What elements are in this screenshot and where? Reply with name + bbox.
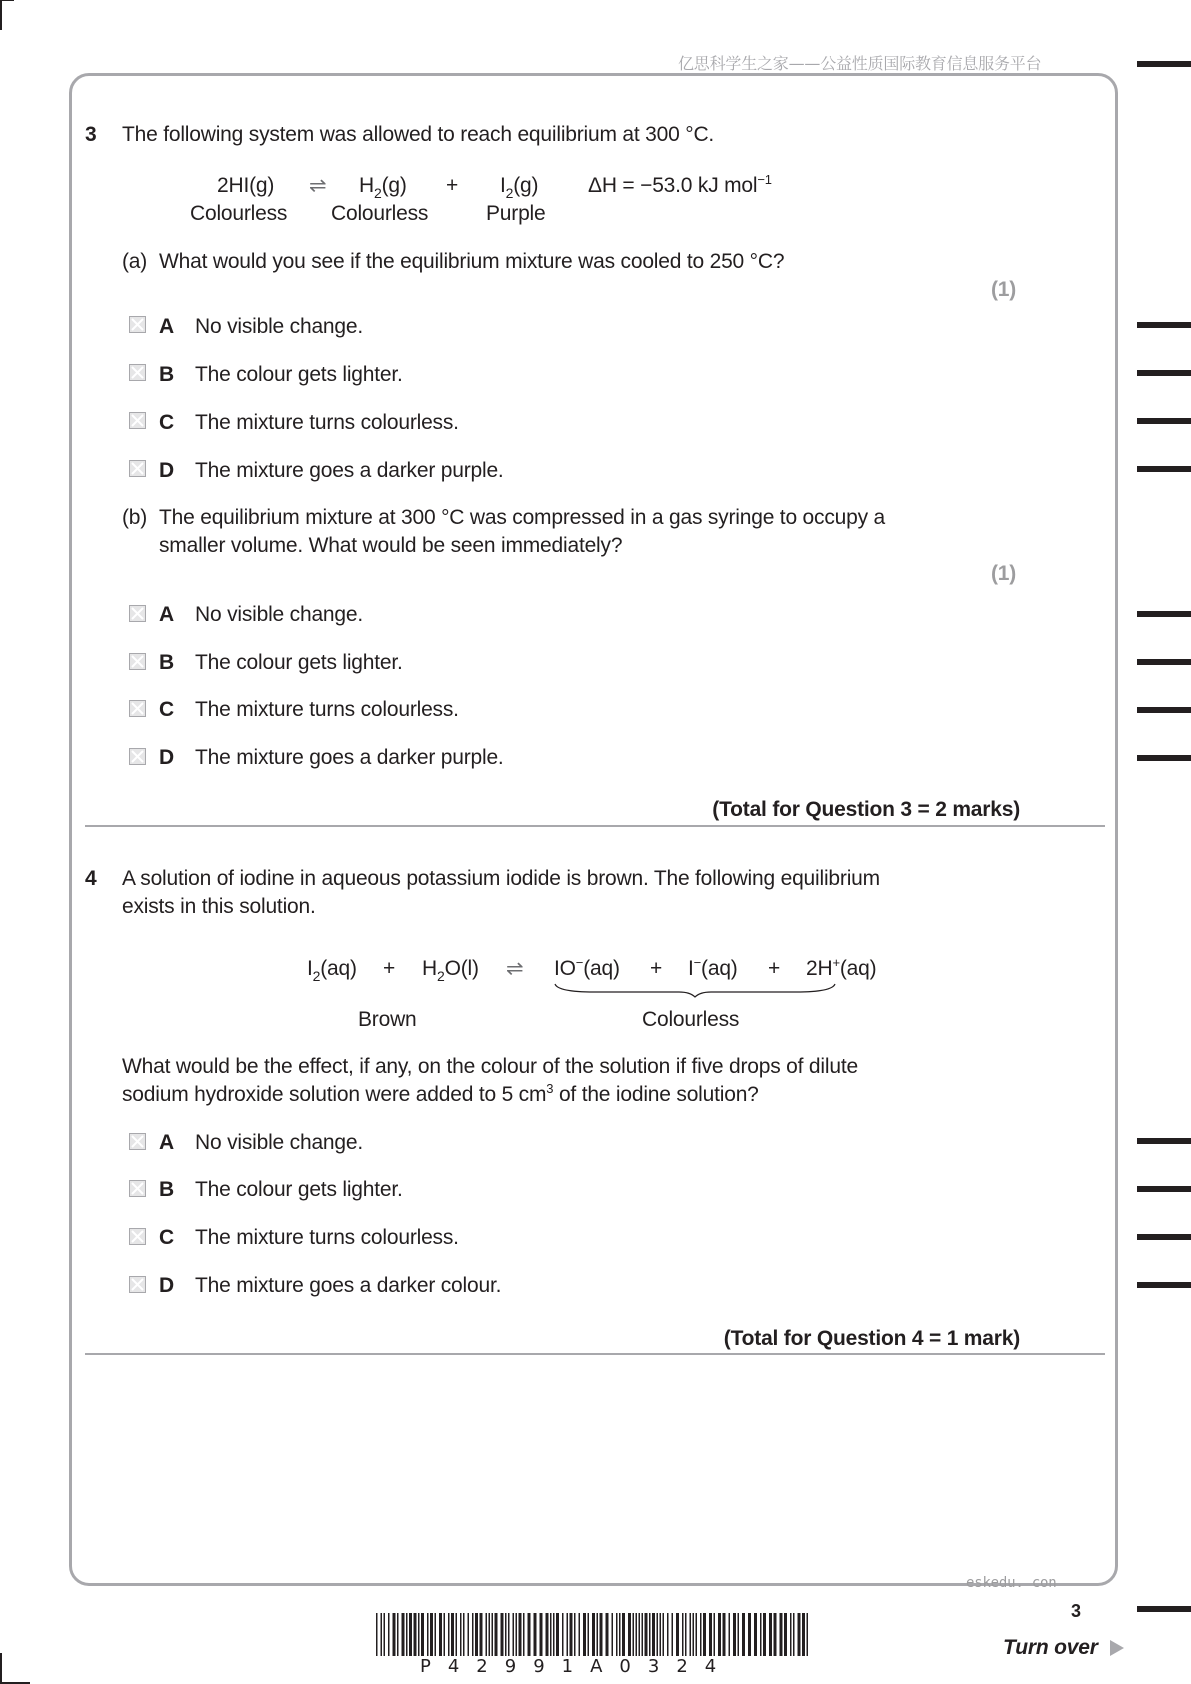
barcode-bar <box>600 1613 603 1656</box>
barcode-bar <box>583 1613 586 1656</box>
checkbox-icon[interactable] <box>129 364 146 381</box>
barcode-bar <box>802 1613 805 1656</box>
margin-mark <box>1137 322 1191 328</box>
option-text: The colour gets lighter. <box>195 651 403 674</box>
barcode-bar <box>562 1613 564 1656</box>
barcode-bar <box>667 1613 669 1656</box>
part-question: What would you see if the equilibrium mixture was cooled to 250 °C? <box>159 250 785 273</box>
option-letter: C <box>159 411 174 434</box>
barcode-bar <box>672 1613 674 1656</box>
question-line1: What would be the effect, if any, on the colour of the solution if five drops of dilute <box>122 1055 858 1078</box>
margin-mark <box>1137 418 1191 424</box>
barcode-bar <box>807 1613 809 1656</box>
barcode-bar <box>774 1613 777 1656</box>
barcode-bar <box>475 1613 478 1656</box>
barcode-bar <box>456 1613 458 1656</box>
margin-mark <box>1137 707 1191 713</box>
barcode-bar <box>444 1613 446 1656</box>
barcode-bar <box>480 1613 483 1656</box>
barcode-bar <box>663 1613 665 1656</box>
barcode-bar <box>406 1613 408 1656</box>
question-stem-line1: A solution of iodine in aqueous potassium iodide is brown. The following equilibrium <box>122 867 880 890</box>
barcode-bar <box>729 1613 731 1656</box>
label-h2-colour: Colourless <box>331 202 429 225</box>
option-letter: D <box>159 746 174 769</box>
question-line2: sodium hydroxide solution were added to 5 $cm^3$ of the iodine solution? <box>122 1081 759 1106</box>
option-text: The mixture goes a darker purple. <box>195 459 504 482</box>
barcode-bar <box>421 1613 424 1656</box>
barcode-bar <box>696 1613 698 1656</box>
barcode-bar <box>402 1613 405 1656</box>
margin-mark <box>1137 370 1191 376</box>
equation-plus: + <box>768 957 781 980</box>
barcode-bar <box>570 1613 573 1656</box>
barcode-bar <box>676 1613 679 1656</box>
barcode-bar <box>798 1613 801 1656</box>
barcode-bar <box>763 1613 766 1656</box>
crop-mark-bottom-left <box>0 1653 2 1684</box>
barcode-bar <box>633 1613 635 1656</box>
option-text: The mixture turns colourless. <box>195 411 459 434</box>
barcode-bar <box>546 1613 549 1656</box>
margin-mark <box>1137 659 1191 665</box>
checkbox-icon[interactable] <box>129 460 146 477</box>
barcode-bar <box>556 1613 559 1656</box>
checkbox-icon[interactable] <box>129 700 146 717</box>
margin-mark <box>1137 1282 1191 1288</box>
checkbox-icon[interactable] <box>129 748 146 765</box>
barcode-bar <box>468 1613 470 1656</box>
margin-mark <box>1137 611 1191 617</box>
barcode-bar <box>427 1613 429 1656</box>
equation-reactant: 2HI(g) <box>217 174 275 197</box>
barcode-bar <box>588 1613 590 1656</box>
part-question-line1: The equilibrium mixture at 300 °C was compressed in a gas syringe to occupy a <box>159 506 886 529</box>
margin-mark <box>1137 1234 1191 1240</box>
equation-product-h2: $H_2(g)$ <box>359 174 407 201</box>
question-total: (Total for Question 3 = 2 marks) <box>712 798 1020 821</box>
part-label: (a) <box>122 250 148 273</box>
part-question-line2: smaller volume. What would be seen immediately? <box>159 534 623 557</box>
equation-enthalpy: ΔH = −53.0 kJ mol$^{-1}$ <box>588 172 772 197</box>
barcode-bar <box>451 1613 454 1656</box>
checkbox-icon[interactable] <box>129 412 146 429</box>
barcode-bar <box>384 1613 386 1656</box>
question-number: 4 <box>85 867 97 890</box>
barcode-bar <box>742 1613 745 1656</box>
barcode-bar <box>448 1613 450 1656</box>
barcode-bar <box>409 1613 412 1656</box>
margin-mark <box>1137 61 1191 67</box>
barcode-bar <box>693 1613 695 1656</box>
equation-plus: + <box>446 174 459 197</box>
option-letter: D <box>159 459 174 482</box>
section-divider <box>85 1353 1105 1355</box>
barcode-bar <box>748 1613 751 1656</box>
equation-product-iodide: I−(aq) <box>688 955 738 980</box>
option-text: The mixture goes a darker colour. <box>195 1274 502 1297</box>
barcode-bar <box>703 1613 706 1656</box>
option-letter: B <box>159 363 174 386</box>
barcode-bar <box>652 1613 655 1656</box>
barcode-bar <box>622 1613 625 1656</box>
barcode-bar <box>513 1613 515 1656</box>
option-letter: B <box>159 1178 174 1201</box>
option-text: The colour gets lighter. <box>195 1178 403 1201</box>
barcode-bar <box>597 1613 599 1656</box>
barcode-bar <box>388 1613 390 1656</box>
barcode-bar <box>628 1613 631 1656</box>
barcode-bar <box>700 1613 702 1656</box>
header-watermark: 亿思科学生之家——公益性质国际教育信息服务平台 <box>678 54 1042 73</box>
part-label: (b) <box>122 506 148 529</box>
barcode-bar <box>489 1613 491 1656</box>
barcode-bar <box>486 1613 488 1656</box>
barcode-bar <box>682 1613 684 1656</box>
question-stem-line2: exists in this solution. <box>122 895 316 918</box>
barcode-bar <box>574 1613 576 1656</box>
barcode-bar <box>430 1613 433 1656</box>
barcode-bar <box>508 1613 510 1656</box>
option-text: No visible change. <box>195 315 363 338</box>
question-stem: The following system was allowed to reach equilibrium at 300 °C. <box>122 123 715 146</box>
option-letter: A <box>159 1131 174 1154</box>
barcode-bar <box>435 1613 437 1656</box>
barcode-bar <box>619 1613 621 1656</box>
margin-mark <box>1137 1186 1191 1192</box>
option-text: The colour gets lighter. <box>195 363 403 386</box>
marks-label: (1) <box>991 562 1017 585</box>
barcode-bar <box>660 1613 662 1656</box>
barcode-bar <box>505 1613 507 1656</box>
margin-mark <box>1137 1606 1191 1612</box>
barcode-bar <box>769 1613 772 1656</box>
option-text: The mixture turns colourless. <box>195 698 459 721</box>
barcode-bar <box>738 1613 740 1656</box>
equilibrium-arrow-icon: ⇌ <box>309 174 327 197</box>
barcode-bar <box>460 1613 462 1656</box>
checkbox-icon[interactable] <box>129 1180 146 1197</box>
footer-site: eskedu. con <box>966 1575 1057 1591</box>
barcode-bar <box>760 1613 762 1656</box>
turn-over-arrow-icon <box>1110 1640 1124 1656</box>
barcode-bar <box>567 1613 569 1656</box>
barcode-bar <box>376 1613 378 1656</box>
checkbox-icon[interactable] <box>129 1276 146 1293</box>
barcode-bar <box>540 1613 543 1656</box>
barcode-bar <box>733 1613 736 1656</box>
barcode-bar <box>418 1613 420 1656</box>
barcode-bar <box>718 1613 721 1656</box>
barcode-bar <box>592 1613 595 1656</box>
question-number: 3 <box>85 123 97 146</box>
barcode-bar <box>642 1613 644 1656</box>
label-products-colour: Colourless <box>642 1008 740 1031</box>
equation-product-i2: $I_2(g)$ <box>500 174 539 201</box>
equation-product-hydrogen: 2H+(aq) <box>806 955 877 980</box>
option-letter: C <box>159 698 174 721</box>
barcode-bar <box>381 1613 383 1656</box>
barcode-bar <box>472 1613 474 1656</box>
barcode-bar <box>501 1613 504 1656</box>
barcode-bar <box>516 1613 518 1656</box>
barcode-bar <box>534 1613 537 1656</box>
barcode-bar <box>657 1613 659 1656</box>
checkbox-icon[interactable] <box>129 1228 146 1245</box>
crop-mark-top-left <box>0 0 2 30</box>
barcode-bar <box>645 1613 648 1656</box>
section-divider <box>85 825 1105 827</box>
barcode-bar <box>723 1613 726 1656</box>
question-total: (Total for Question 4 = 1 mark) <box>723 1327 1020 1350</box>
brace-icon <box>554 982 836 998</box>
barcode-bar <box>492 1613 494 1656</box>
barcode-bar <box>754 1613 757 1656</box>
option-letter: A <box>159 603 174 626</box>
equation-reactant-water: $H_2O(l)$ <box>422 957 479 984</box>
barcode-bar <box>393 1613 396 1656</box>
barcode-bar <box>495 1613 498 1656</box>
barcode-bar <box>553 1613 555 1656</box>
page-number: 3 <box>1071 1601 1081 1621</box>
barcode-bar <box>439 1613 442 1656</box>
turn-over-label: Turn over <box>1003 1636 1098 1659</box>
barcode-bar <box>612 1613 614 1656</box>
barcode-bar <box>780 1613 783 1656</box>
barcode-bar <box>784 1613 787 1656</box>
barcode-bar <box>414 1613 417 1656</box>
label-reactant-colour: Colourless <box>190 202 288 225</box>
checkbox-icon[interactable] <box>129 1133 146 1150</box>
barcode-bar <box>579 1613 581 1656</box>
barcode-bar <box>519 1613 522 1656</box>
barcode-bar <box>685 1613 687 1656</box>
margin-mark <box>1137 755 1191 761</box>
equation-reactant-i2: $I_2(aq)$ <box>307 957 357 984</box>
page-frame <box>69 73 1118 1586</box>
barcode-bar <box>690 1613 692 1656</box>
option-text: The mixture goes a darker purple. <box>195 746 504 769</box>
equation-plus: + <box>383 957 396 980</box>
option-letter: A <box>159 315 174 338</box>
marks-label: (1) <box>991 278 1017 301</box>
checkbox-icon[interactable] <box>129 316 146 333</box>
barcode <box>376 1613 810 1656</box>
option-letter: D <box>159 1274 174 1297</box>
crop-mark-top-left-h <box>0 0 14 1</box>
checkbox-icon[interactable] <box>129 653 146 670</box>
barcode-bar <box>606 1613 609 1656</box>
barcode-bar <box>793 1613 795 1656</box>
barcode-bar <box>463 1613 465 1656</box>
barcode-bar <box>714 1613 716 1656</box>
margin-mark <box>1137 466 1191 472</box>
barcode-bar <box>636 1613 638 1656</box>
equation-plus: + <box>650 957 663 980</box>
barcode-bar <box>528 1613 531 1656</box>
equilibrium-arrow-icon: ⇌ <box>506 957 524 980</box>
option-text: No visible change. <box>195 603 363 626</box>
option-text: The mixture turns colourless. <box>195 1226 459 1249</box>
barcode-bar <box>649 1613 651 1656</box>
barcode-bar <box>523 1613 525 1656</box>
barcode-bar <box>790 1613 792 1656</box>
barcode-bar <box>550 1613 552 1656</box>
barcode-bar <box>639 1613 641 1656</box>
barcode-bar <box>397 1613 399 1656</box>
barcode-bar <box>616 1613 618 1656</box>
equation-product-io: IO−(aq) <box>554 955 620 980</box>
option-text: No visible change. <box>195 1131 363 1154</box>
option-letter: B <box>159 651 174 674</box>
option-letter: C <box>159 1226 174 1249</box>
barcode-text: P42991A0324 <box>420 1656 734 1677</box>
label-reactants-colour: Brown <box>358 1008 417 1031</box>
barcode-bar <box>709 1613 712 1656</box>
checkbox-icon[interactable] <box>129 605 146 622</box>
label-i2-colour: Purple <box>486 202 546 225</box>
margin-mark <box>1137 1138 1191 1144</box>
